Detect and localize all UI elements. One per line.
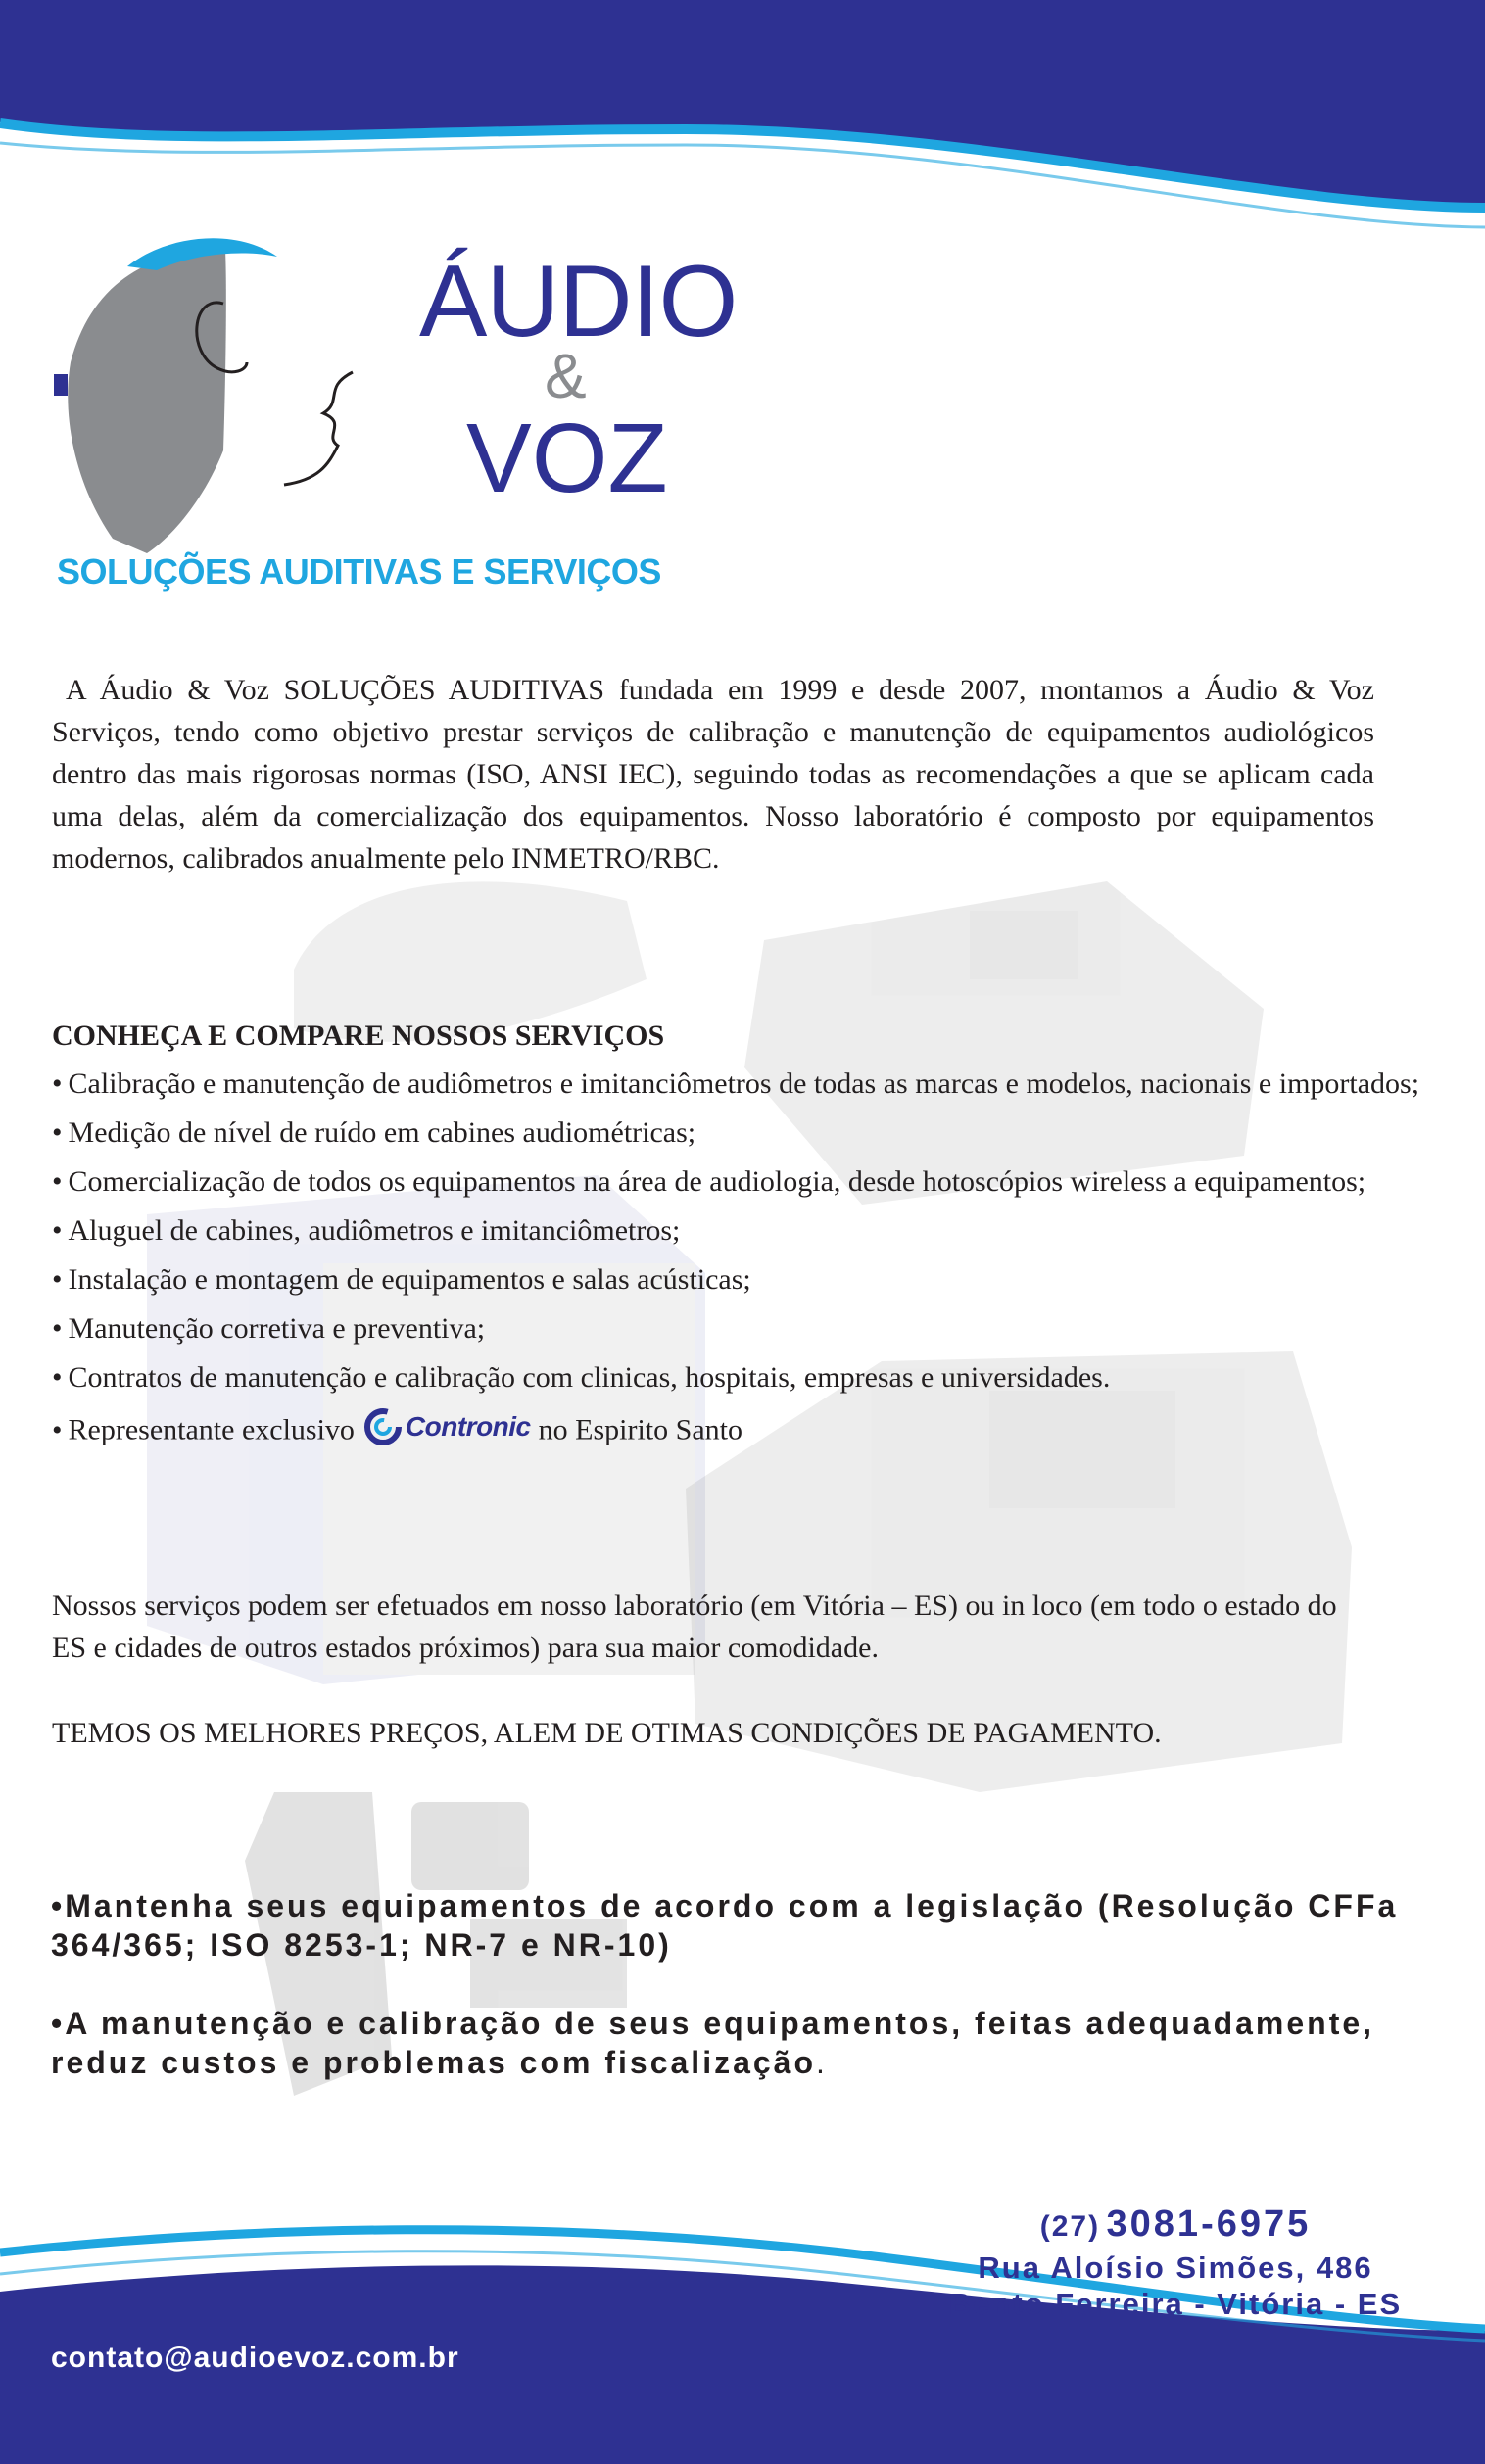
list-item: • Comercialização de todos os equipamentos na área de audiologia, desde hotoscópios wireless a equipamentos; <box>52 1165 1366 1198</box>
brand-tagline: SOLUÇÕES AUDITIVAS E SERVIÇOS <box>57 551 661 592</box>
bullet-icon: • <box>52 1165 63 1198</box>
intro-paragraph: A Áudio & Voz SOLUÇÕES AUDITIVAS fundada em 1999 e desde 2007, montamos a Áudio & Voz Serviços, tendo como objetivo prestar serviços de calibração e manutenção de equipamentos audiológicos dentro das mais rigorosas normas (ISO, ANSI IEC), seguindo todas as recomendações a que se aplicam cada uma delas, além da comercialização dos equipamentos. Nosso laboratório é composto por equipamentos modernos, calibrados anualmente pelo INMETRO/RBC. <box>52 674 1374 875</box>
services-heading: CONHEÇA E COMPARE NOSSOS SERVIÇOS <box>52 1019 665 1052</box>
handheld-device-photo <box>294 881 647 1041</box>
brand-title-audio: ÁUDIO <box>419 245 738 358</box>
phone-number: 3081-6975 <box>1106 2203 1312 2245</box>
brand-title-voz: VOZ <box>466 403 668 513</box>
service-location-note: Nossos serviços podem ser efetuados em nosso laboratório (em Vitória – ES) ou in loco (em todo o estado do ES e cidades de outros estados próximos) para sua maior comodidade. <box>52 1589 1337 1664</box>
bullet-icon: • <box>52 1214 63 1247</box>
highlight-cost-reduction: •A manutenção e calibração de seus equipamentos, feitas adequadamente, reduz custos e problemas com fiscalização. <box>51 2006 1375 2080</box>
contronic-logo: Contronic <box>364 1405 531 1447</box>
list-item: • Aluguel de cabines, audiômetros e imitanciômetros; <box>52 1214 681 1247</box>
audio-voz-logo <box>54 238 353 553</box>
bullet-icon: • <box>52 1116 63 1149</box>
list-item: • Manutenção corretiva e preventiva; <box>52 1312 486 1345</box>
top-header-band <box>0 0 1485 206</box>
bullet-icon: • <box>52 1312 63 1345</box>
phone-area-code: (27) <box>1039 2210 1101 2243</box>
representative-item: • Representante exclusivo Contronic no Espirito Santo <box>52 1405 1423 1451</box>
bullet-icon: • <box>52 1361 63 1394</box>
contronic-mark-icon <box>364 1408 402 1445</box>
bullet-icon: • <box>52 1413 63 1446</box>
contact-phone <box>901 2203 1450 2246</box>
bullet-icon: • <box>52 1263 63 1296</box>
services-list <box>52 1063 1423 1458</box>
list-item: • Instalação e montagem de equipamentos e salas acústicas; <box>52 1263 751 1296</box>
contact-district: Bento Ferreira - Vitória - ES <box>948 2287 1403 2321</box>
bullet-icon: • <box>51 2006 66 2041</box>
brand-ampersand: & <box>545 341 587 411</box>
bullet-icon: • <box>52 1067 63 1100</box>
list-item: • Calibração e manutenção de audiômetros e imitanciômetros de todas as marcas e modelos, nacionais e importados; <box>52 1067 1420 1100</box>
contact-street: Rua Aloísio Simões, 486 <box>978 2251 1373 2285</box>
prices-statement: TEMOS OS MELHORES PREÇOS, ALEM DE OTIMAS CONDIÇÕES DE PAGAMENTO. <box>52 1717 1162 1749</box>
list-item: • Medição de nível de ruído em cabines audiométricas; <box>52 1116 696 1149</box>
list-item: • Contratos de manutenção e calibração com clinicas, hospitais, empresas e universidades. <box>52 1361 1111 1394</box>
bullet-icon: • <box>51 1888 66 1923</box>
highlight-legislation: •Mantenha seus equipamentos de acordo com a legislação (Resolução CFFa 364/365; ISO 8253-1; NR-7 e NR-10) <box>51 1888 1399 1963</box>
contact-email-link[interactable]: contato@audioevoz.com.br <box>51 2342 459 2374</box>
